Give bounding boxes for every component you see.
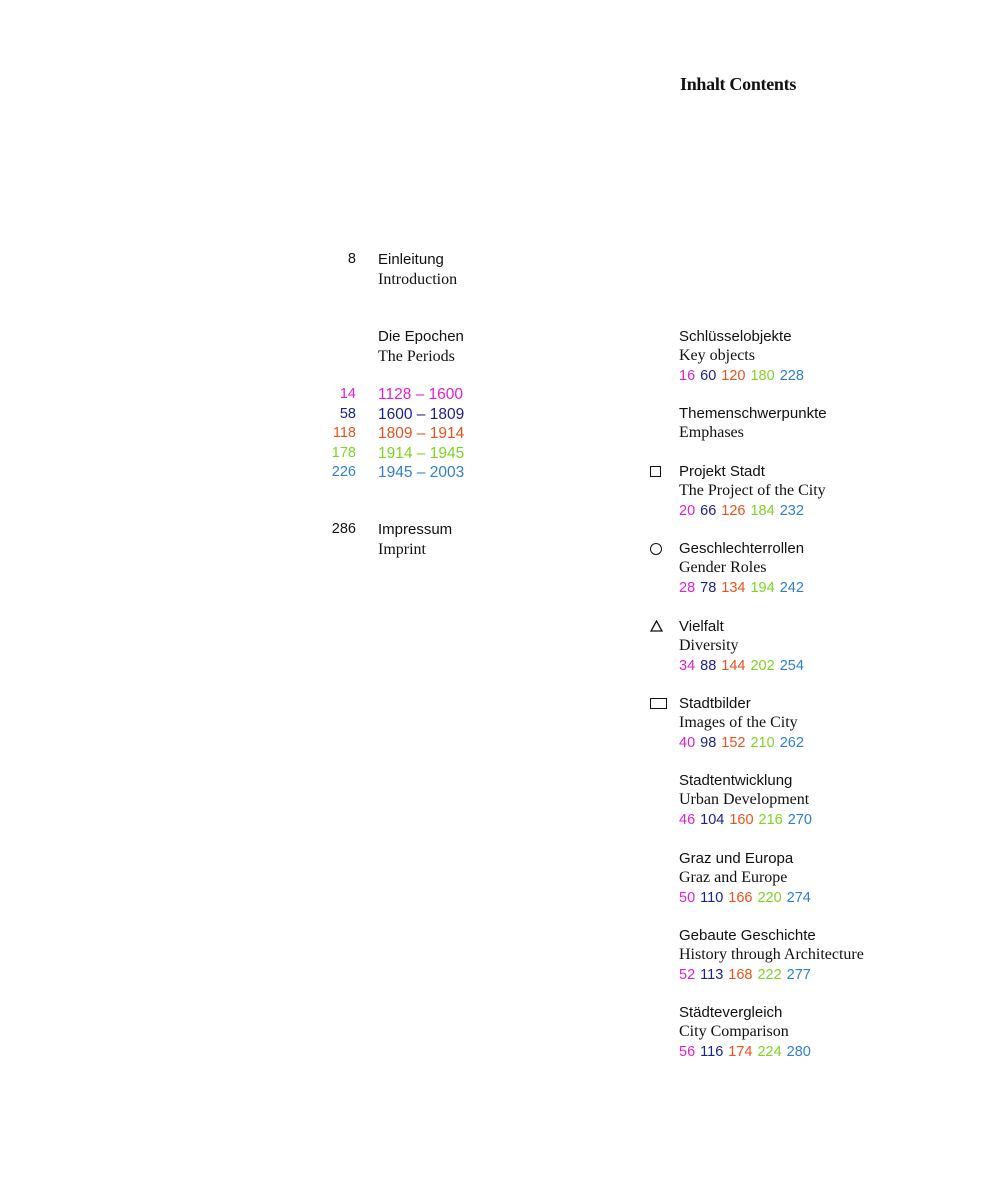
- page-number: 178: [331, 444, 356, 461]
- page-link[interactable]: 254: [779, 657, 804, 674]
- entry-title-en: Imprint: [378, 540, 426, 558]
- entry-title-en: Key objects: [679, 347, 755, 365]
- toc-entry-topic[interactable]: [679, 771, 979, 829]
- page-link[interactable]: 78: [700, 579, 717, 596]
- page-link[interactable]: 28: [679, 579, 696, 596]
- toc-entry-topic[interactable]: [679, 539, 979, 597]
- entry-title-de: Geschlechterrollen: [679, 540, 805, 557]
- triangle-icon: [650, 620, 663, 632]
- toc-entry-topic[interactable]: [679, 1003, 979, 1061]
- entry-title-en: Diversity: [679, 637, 739, 655]
- entry-title-en: History through Architecture: [679, 946, 864, 964]
- entry-title-en: Urban Development: [679, 791, 810, 809]
- epoch-years: 1600 – 1809: [378, 405, 465, 423]
- page-list: [679, 733, 979, 752]
- page-link[interactable]: 152: [721, 734, 746, 751]
- page-link[interactable]: 262: [779, 734, 804, 751]
- page-link[interactable]: 222: [757, 966, 782, 983]
- page-link[interactable]: 220: [757, 889, 782, 906]
- page-link[interactable]: 232: [779, 502, 804, 519]
- entry-title-de: Projekt Stadt: [679, 463, 765, 480]
- page-link[interactable]: 104: [700, 811, 725, 828]
- page-link[interactable]: 98: [700, 734, 717, 751]
- page-list: [679, 366, 979, 385]
- page-link[interactable]: 174: [728, 1043, 753, 1060]
- section-title-de: Die Epochen: [378, 328, 464, 345]
- entry-title-en: City Comparison: [679, 1023, 789, 1041]
- page-number: 8: [347, 251, 356, 267]
- entry-title-en: Gender Roles: [679, 559, 767, 577]
- page-list: [679, 501, 979, 520]
- page-link[interactable]: 34: [679, 657, 696, 674]
- entry-title-de: Einleitung: [378, 251, 444, 268]
- entry-title-de: Impressum: [378, 521, 453, 538]
- toc-entry-topic[interactable]: [679, 617, 979, 675]
- circle-icon: [650, 543, 662, 555]
- page-link[interactable]: 88: [700, 657, 717, 674]
- entry-title-de: Vielfalt: [679, 618, 724, 635]
- page-link[interactable]: 16: [679, 367, 696, 384]
- page-list: [679, 656, 979, 675]
- page-link[interactable]: 277: [786, 966, 811, 983]
- section-title-en: Emphases: [679, 424, 744, 442]
- entry-title-de: Stadtentwicklung: [679, 772, 793, 789]
- page-list: [679, 810, 979, 829]
- section-title-de: Themenschwerpunkte: [679, 405, 827, 422]
- toc-entry-topic[interactable]: [679, 462, 979, 520]
- epoch-years: 1945 – 2003: [378, 464, 465, 481]
- entry-title-de: Städtevergleich: [679, 1004, 783, 1021]
- page-link[interactable]: 216: [758, 811, 783, 828]
- page-link[interactable]: 134: [721, 579, 746, 596]
- entry-title-de: Gebaute Geschichte: [679, 927, 816, 944]
- epoch-years: 1809 – 1914: [378, 425, 465, 442]
- toc-entry-topic[interactable]: [679, 926, 979, 984]
- page-list: [679, 965, 979, 984]
- page-link[interactable]: 180: [750, 367, 775, 384]
- page-link[interactable]: 210: [750, 734, 775, 751]
- page-link[interactable]: 50: [679, 889, 696, 906]
- page-number: 226: [331, 464, 356, 480]
- page-number: 58: [339, 405, 356, 422]
- page-link[interactable]: 52: [679, 966, 696, 983]
- page-link[interactable]: 160: [729, 811, 754, 828]
- page-list: [679, 1042, 979, 1061]
- toc-entry-topic[interactable]: [679, 694, 979, 752]
- page-link[interactable]: 202: [750, 657, 775, 674]
- page-link[interactable]: 274: [786, 889, 811, 906]
- page-link[interactable]: 166: [728, 889, 753, 906]
- page-link[interactable]: 184: [750, 502, 775, 519]
- page-link[interactable]: 228: [779, 367, 804, 384]
- page-link[interactable]: 110: [700, 889, 724, 906]
- page-link[interactable]: 120: [721, 367, 746, 384]
- page-list: [679, 578, 979, 597]
- page-link[interactable]: 280: [786, 1043, 811, 1060]
- page-number: 118: [332, 425, 356, 441]
- page-number: 14: [339, 386, 356, 402]
- entry-title-de: Schlüsselobjekte: [679, 328, 792, 345]
- section-title-en: The Periods: [378, 347, 455, 365]
- toc-entry-topic[interactable]: [679, 849, 979, 907]
- page-link[interactable]: 66: [700, 502, 717, 519]
- page-link[interactable]: 46: [679, 811, 696, 828]
- entry-title-de: Stadtbilder: [679, 695, 751, 712]
- page-link[interactable]: 56: [679, 1043, 696, 1060]
- page-number: 286: [331, 521, 356, 537]
- entry-title-de: Graz und Europa: [679, 850, 794, 867]
- page-link[interactable]: 40: [679, 734, 696, 751]
- page-link[interactable]: 194: [750, 579, 775, 596]
- epoch-years: 1128 – 1600: [378, 386, 464, 403]
- toc-entry-key-objects[interactable]: [679, 327, 979, 385]
- page-link[interactable]: 113: [700, 966, 724, 983]
- page-link[interactable]: 20: [679, 502, 696, 519]
- entry-title-en: Graz and Europe: [679, 869, 788, 887]
- page-title: Inhalt Contents: [680, 74, 797, 94]
- rectangle-icon: [650, 698, 667, 709]
- page-list: [679, 888, 979, 907]
- entry-title-en: Images of the City: [679, 714, 798, 732]
- entry-title-en: The Project of the City: [679, 482, 826, 500]
- page-link[interactable]: 126: [721, 502, 746, 519]
- page-link[interactable]: 168: [728, 966, 753, 983]
- page-link[interactable]: 144: [721, 657, 746, 674]
- page-link[interactable]: 242: [779, 579, 804, 596]
- page-link[interactable]: 224: [757, 1043, 782, 1060]
- page-link[interactable]: 60: [700, 367, 717, 384]
- epoch-years: 1914 – 1945: [378, 444, 465, 462]
- page-link[interactable]: 116: [700, 1043, 724, 1060]
- square-icon: [650, 466, 661, 477]
- toc-section-emphases: [679, 404, 979, 443]
- entry-title-en: Introduction: [378, 270, 458, 288]
- page-link[interactable]: 270: [787, 811, 812, 828]
